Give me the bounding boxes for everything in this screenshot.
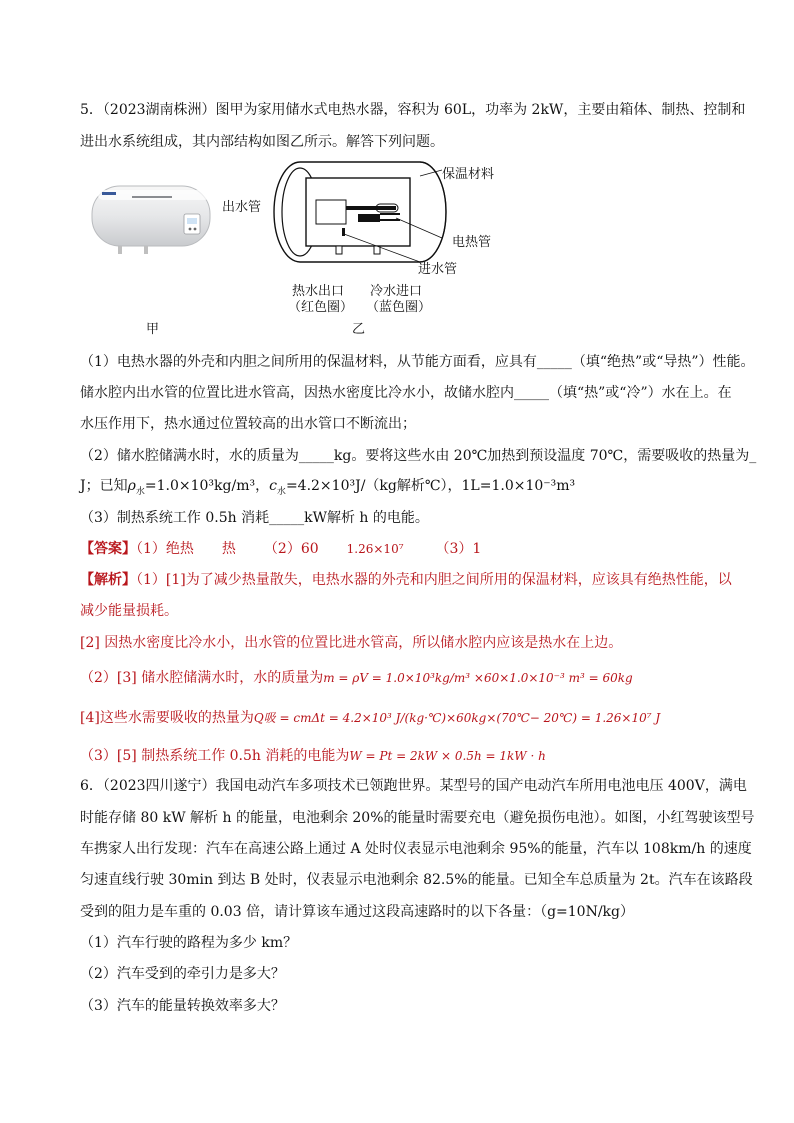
q5-part2-text-b: =1.0×10³kg/m³， — [144, 478, 270, 494]
c-symbol: c — [269, 478, 277, 494]
q5-part2-line-2 — [80, 476, 575, 502]
q5-stem-line-2: 进出水系统组成，其内部结构如图乙所示。解答下列问题。 — [80, 134, 444, 150]
rho-subscript: 水 — [135, 486, 145, 497]
q6-stem-line-3: 车携家人出行发现：汽车在高速公路上通过 A 处时仪表显示电池剩余 95%的能量，汽车以 108km/h 的速度 — [80, 841, 752, 857]
q5-part2-text-a: J；已知 — [80, 478, 128, 494]
label-cold-inlet-note: （蓝色圈） — [366, 300, 432, 315]
analysis-text-4a: （2）[3] 储水腔储满水时，水的质量为 — [80, 670, 324, 686]
analysis-tag: 【解析】 — [80, 572, 136, 588]
analysis-line-6 — [80, 746, 546, 766]
analysis-line-2: 减少能量损耗。 — [80, 603, 178, 619]
answer-5: （3）1 — [435, 541, 482, 557]
figure-label-jia: 甲 — [146, 322, 160, 337]
q6-stem-line-2: 时能存储 80 kW 解析 h 的能量，电池剩余 20%的能量时需要充电（避免损伤电池）。如图，小红驾驶该型号 — [80, 810, 755, 826]
q5-part1-line-3: 水压作用下，热水通过位置较高的出水管口不断流出； — [80, 416, 416, 432]
q6-stem-line-5: 受到的阻力是车重的 0.03 倍，请计算该车通过这段高速路时的以下各量：（g=10N/kg） — [80, 904, 634, 920]
q5-answer — [80, 539, 481, 559]
heater-structure-diagram — [270, 158, 455, 268]
analysis-line-1 — [80, 570, 732, 590]
water-heater-photo — [88, 180, 218, 260]
analysis-line-5 — [80, 708, 660, 728]
q6-subquestion-3: （3）汽车的能量转换效率多大？ — [80, 998, 285, 1014]
label-inlet-pipe: 进水管 — [418, 262, 458, 277]
label-insulation: 保温材料 — [442, 167, 495, 182]
answer-2: 热 — [221, 541, 236, 557]
analysis-text-5a: [4]这些水需要吸收的热量为 — [80, 710, 254, 726]
label-hot-outlet: 热水出口 — [292, 284, 345, 299]
rho-symbol: ρ — [127, 478, 136, 494]
q5-part1-line-2: 储水腔内出水管的位置比进水管高，因热水密度比冷水小，故储水腔内_____（填“热”或“冷”）水在上。在 — [80, 385, 732, 401]
label-heater-pipe: 电热管 — [452, 235, 492, 250]
q6-subquestion-1: （1）汽车行驶的路程为多少 km？ — [80, 935, 298, 951]
label-outlet-pipe: 出水管 — [222, 200, 262, 215]
c-subscript: 水 — [276, 486, 286, 497]
analysis-formula-heat: Q吸 = cmΔt = 4.2×10³ J/(kg·℃)×60kg×(70℃− 20℃) = 1.26×10⁷ J — [253, 711, 661, 725]
figure-label-yi: 乙 — [352, 322, 366, 337]
q5-part1-line-1: （1）电热水器的外壳和内胆之间所用的保温材料，从节能方面看，应具有_____（填“绝热”或“导热”）性能。 — [80, 354, 755, 370]
label-hot-outlet-note: （红色圈） — [288, 300, 354, 315]
q5-stem-line-1: 5．（2023湖南株洲）图甲为家用储水式电热水器，容积为 60L，功率为 2kW，主要由箱体、制热、控制和 — [80, 102, 746, 118]
answer-1: （1）绝热 — [136, 541, 194, 557]
analysis-formula-mass: m = ρV = 1.0×10³kg/m³ ×60×1.0×10⁻³ m³ = 60kg — [323, 671, 633, 685]
answer-tag: 【答案】 — [80, 541, 136, 557]
q6-stem-line-1: 6．（2023四川遂宁）我国电动汽车多项技术已领跑世界。某型号的国产电动汽车所用电池电压 400V，满电 — [80, 778, 747, 794]
q5-part3: （3）制热系统工作 0.5h 消耗_____kW解析 h 的电能。 — [80, 510, 429, 526]
q6-subquestion-2: （2）汽车受到的牵引力是多大？ — [80, 966, 285, 982]
answer-3: （2）60 — [263, 541, 319, 557]
q5-part2-line-1: （2）储水腔储满水时，水的质量为_____kg。要将这些水由 20℃加热到预设温度 70℃，需要吸收的热量为_ — [80, 448, 757, 464]
q5-part2-text-c: =4.2×10³J/（kg解析℃），1L=1.0×10⁻³m³ — [285, 478, 576, 494]
analysis-formula-energy: W = Pt = 2kW × 0.5h = 1kW · h — [349, 749, 546, 763]
analysis-line-4 — [80, 668, 633, 688]
analysis-line-3: [2] 因热水密度比冷水小，出水管的位置比进水管高，所以储水腔内应该是热水在上边。 — [80, 635, 623, 651]
analysis-text-1: （1）[1]为了减少热量散失，电热水器的外壳和内胆之间所用的保温材料，应该具有绝热性能，以 — [136, 572, 732, 588]
answer-4: 1.26×10⁷ — [346, 542, 404, 556]
label-cold-inlet: 冷水进口 — [370, 284, 423, 299]
analysis-text-6a: （3）[5] 制热系统工作 0.5h 消耗的电能为 — [80, 748, 350, 764]
q6-stem-line-4: 匀速直线行驶 30min 到达 B 处时，仪表显示电池剩余 82.5%的能量。已知全车总质量为 2t。汽车在该路段 — [80, 872, 753, 888]
